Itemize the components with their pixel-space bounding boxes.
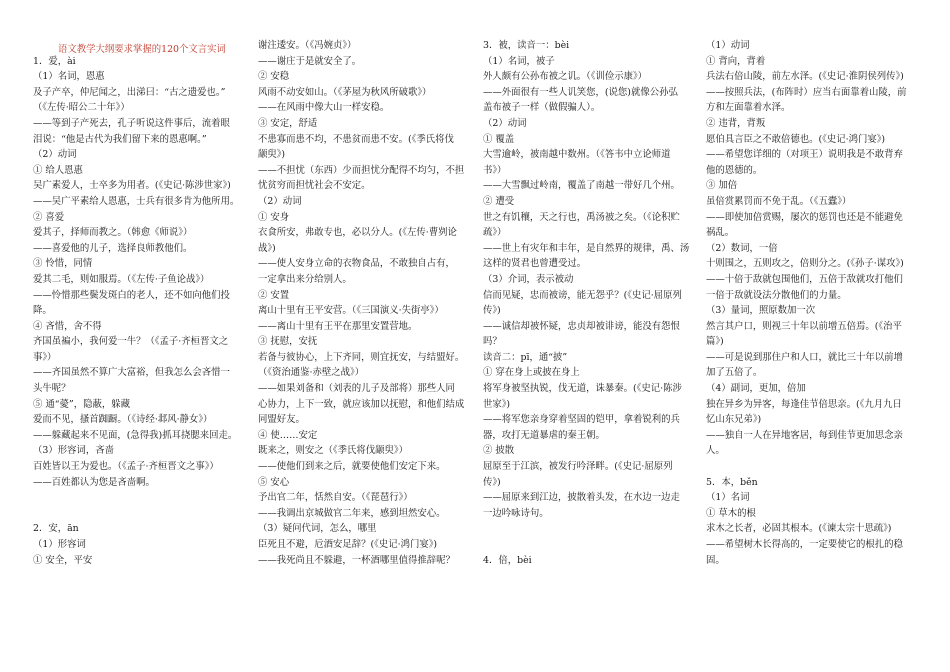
text-line: 离山十里有王平安营。（《三国演义·失街亭》） <box>258 305 444 317</box>
text-line: ② 披散 <box>483 445 515 457</box>
text-line: 将军身被坚执锐，伐无道，诛暴秦。(《史记·陈涉 <box>483 383 682 395</box>
text-line: 战》) <box>258 242 276 254</box>
text-line: （3）形容词，吝啬 <box>33 445 114 457</box>
text-line: 4．倍，bèi <box>483 554 532 566</box>
text-line: ——在风雨中像大山一样安稳。 <box>258 102 390 114</box>
text-line: （《左传·昭公二十年》） <box>33 102 130 114</box>
text-line: 爱其二毛，则如服焉。（《左传·子鱼论战》） <box>33 273 210 285</box>
text-line: ——使人安身立命的衣物食品，不敢独自占有， <box>258 258 455 270</box>
text-line: （1）名词，恩惠 <box>33 71 105 83</box>
text-line: 外人颇有公孙布被之讥。（《训俭示康》） <box>483 71 648 83</box>
text-line: （3）量词，照原数加一次 <box>706 305 816 317</box>
text-line: ② 喜爱 <box>33 211 65 223</box>
text-line: 同盟好友。 <box>258 414 305 426</box>
text-line: （2）数词，一倍 <box>706 242 778 254</box>
text-line: （1）形容词 <box>33 539 86 550</box>
text-line: ——等到子产死去，孔子听说这件事后，流着眼 <box>33 117 230 129</box>
text-line: （2）动词 <box>258 195 302 207</box>
text-line: 愿伯具言臣之不敢倍德也。(《史记·鸿门宴》) <box>706 133 886 145</box>
text-line <box>483 521 703 537</box>
text-line: 然言其户口，则视三十年以前增五倍焉。(《治平 <box>706 320 902 332</box>
text-line: ——屈原来到江边，披散着头发，在水边一边走 <box>483 492 680 504</box>
text-line: 读音二：pī，通“披” <box>483 351 568 363</box>
text-line: 臣死且不避，卮酒安足辞？(《史记·鸿门宴》) <box>258 539 438 550</box>
text-column-3 <box>483 38 703 568</box>
text-column-2 <box>258 38 478 568</box>
text-line: ——我调出京城做官二年来，感到坦然安心。 <box>258 507 446 519</box>
text-line: 世家》) <box>483 398 511 410</box>
text-line: ——不担忧（东西）少而担忧分配得不均匀，不担 <box>258 164 465 176</box>
text-line: 一定拿出来分给别人。 <box>258 273 352 285</box>
text-line: 兵法右倍山陵，前左水泽。(《史记·淮阴侯列传》) <box>706 71 904 83</box>
text-line: 风雨不动安如山。（《茅屋为秋风所破歌》） <box>258 86 432 98</box>
text-line: 这样的贤君也曾遭受过。 <box>483 258 587 270</box>
text-line: ——我死尚且不躲避，一杯酒哪里值得推辞呢？ <box>258 554 455 566</box>
text-line: （2）动词 <box>33 149 77 161</box>
text-line: 3．被，读音一：bèi <box>483 40 570 51</box>
text-line: 心协力，上下一致，就应该加以抚慰，和他们结成 <box>258 398 465 410</box>
text-line: ——怜惜那些鬓发斑白的老人，还不如向他们投 <box>33 289 230 301</box>
text-line: 不患寡而患不均，不患贫而患不安。(《季氏将伐 <box>258 133 454 145</box>
text-line: ——十倍于敌就包围他们，五倍于敌就攻打他们 <box>706 273 903 285</box>
text-line: ——谢庄于是就安全了。 <box>258 55 362 67</box>
text-line: 爱而不见，搔首踟蹰。（《诗经·邶风·静女》） <box>33 414 213 426</box>
text-line: （3）介词，表示被动 <box>483 273 574 285</box>
text-line: 5．本，běn <box>706 476 758 488</box>
text-line: ——即使加倍赏赐，屡次的惩罚也还是不能避免 <box>706 211 903 223</box>
text-line: 及子产卒，仲尼闻之，出涕曰：“古之遗爱也。” <box>33 86 226 98</box>
text-line <box>33 490 253 506</box>
text-line: ——希望您详细的（对项王）说明我是不敢背弃 <box>706 149 903 161</box>
text-line: 传》) <box>483 305 501 317</box>
text-line: 世之有饥穰，天之行也，禹汤被之矣。（《论积贮 <box>483 211 680 223</box>
text-line: 吴广素爱人，士卒多为用者。(《史记·陈涉世家》) <box>33 180 231 192</box>
text-line: ① 背向，背着 <box>706 55 766 67</box>
text-line: （1）名词 <box>706 492 750 504</box>
text-line: ——希望树木长得高的，一定要使它的根扎的稳 <box>706 539 903 550</box>
text-line: 器，攻打无道暴虐的秦王朝。 <box>483 429 605 441</box>
text-line: ① 给人恩惠 <box>33 164 83 176</box>
text-column-1 <box>33 38 253 568</box>
text-line: 方和左面靠着水泽。 <box>706 102 791 114</box>
text-line: ① 覆盖 <box>483 133 515 145</box>
text-line: 传》) <box>483 476 501 488</box>
text-line: 盖布被子一样（做假骗人）。 <box>483 102 601 114</box>
text-line: ——如果刘备和（刘表的儿子及部将）那些人同 <box>258 383 455 395</box>
text-line <box>483 537 703 553</box>
text-line: （4）副词，更加，倍加 <box>706 383 806 395</box>
text-line: ——大雪飘过岭南，覆盖了南越一带好几个州。 <box>483 180 680 192</box>
text-line: 事》） <box>33 351 57 363</box>
text-line: ——齐国虽然不算广大富裕，但我怎么会吝惜一 <box>33 367 230 379</box>
text-line: ——喜爱他的儿子，选择良师教他们。 <box>33 242 193 254</box>
text-line: ——百姓都认为您是吝啬啊。 <box>33 476 155 488</box>
text-line: ⑤ 安心 <box>258 476 290 488</box>
text-line: 独在异乡为异客，每逢佳节倍思亲。(《九月九日 <box>706 398 902 410</box>
text-line: 衣食所安，弗敢专也，必以分人。(《左传·曹刿论 <box>258 227 457 239</box>
text-line: 一边吟咏诗句。 <box>483 507 549 519</box>
text-line: （1）动词 <box>706 40 750 51</box>
text-line: ② 违背，背叛 <box>706 117 766 129</box>
text-line: 泪说：“他是古代为我们留下来的恩惠啊。” <box>33 133 207 145</box>
text-line: 十则围之，五则攻之，倍则分之。(《孙子·谋攻》) <box>706 258 904 270</box>
text-line: 疏》） <box>483 227 507 239</box>
text-line <box>33 38 253 54</box>
document-title: 语文教学大纲要求掌握的120个文言实词 <box>58 44 226 55</box>
text-line: 人。 <box>706 445 725 457</box>
text-line: 加了五倍了。 <box>706 367 763 379</box>
text-line: ① 安身 <box>258 211 290 223</box>
text-line: ——躲藏起来不见面，(急得我)抓耳挠腮来回走。 <box>33 429 238 441</box>
text-line: ② 遭受 <box>483 195 515 207</box>
text-line: ① 安全，平安 <box>33 554 93 566</box>
text-line: ——使他们到来之后，就要使他们安定下来。 <box>258 461 446 473</box>
text-line: （1）名词，被子 <box>483 55 555 67</box>
text-line: 爱其子，择师而教之。（韩愈《师说》） <box>33 227 193 239</box>
text-line: ——独自一人在异地客居，每到佳节更加思念亲 <box>706 429 903 441</box>
text-line: （《资治通鉴·赤壁之战》） <box>258 367 365 379</box>
text-line: ③ 安定，舒适 <box>258 117 318 129</box>
text-line: 若备与彼协心，上下齐同，则宜抚安，与结盟好。 <box>258 351 465 363</box>
text-line: 书》） <box>483 164 507 176</box>
text-line: 篇》) <box>706 336 724 348</box>
text-line <box>33 506 253 522</box>
text-line: ③ 抚慰，安抚 <box>258 336 318 348</box>
text-line: 百姓皆以王为爱也。（《孟子·齐桓晋文之事》） <box>33 461 219 473</box>
text-line: 1．爱，ài <box>33 55 76 67</box>
text-line: 头牛呢？ <box>33 383 71 395</box>
text-line: 祸乱。 <box>706 227 735 239</box>
text-line: 屈原至于江滨，被发行吟泽畔。(《史记·屈原列 <box>483 461 673 473</box>
text-line: 既来之，则安之（《季氏将伐颛臾》） <box>258 445 408 457</box>
text-line: 谢注逶安。（《冯婉贞》） <box>258 40 357 51</box>
text-line: ——离山十里有王平在那里安置营地。 <box>258 320 418 332</box>
text-line <box>706 459 926 475</box>
text-line: 大雪逾岭，被南越中数州。（《答韦中立论师道 <box>483 149 671 161</box>
text-line: 颛臾》) <box>258 149 286 161</box>
text-line: 2．安，ān <box>33 523 79 535</box>
text-line: 固。 <box>706 554 725 566</box>
text-line: 降。 <box>33 305 52 317</box>
text-line: 齐国虽褊小，我何爱一牛？（《孟子·齐桓晋文之 <box>33 336 229 348</box>
text-line: ③ 加倍 <box>706 180 738 192</box>
text-line: ② 安置 <box>258 289 290 301</box>
text-line: 一倍于敌就设法分散他们的力量。 <box>706 289 847 301</box>
text-line: ④ 使……安定 <box>258 429 318 441</box>
text-line: ——将军您亲身穿着坚固的铠甲，拿着锐利的兵 <box>483 414 680 426</box>
text-line: 予出官二年，恬然自安。（《琵琶行》） <box>258 492 413 504</box>
text-line: （3）疑问代词，怎么，哪里 <box>258 523 377 535</box>
text-line: ① 穿在身上或披在身上 <box>483 367 580 379</box>
text-column-4 <box>706 38 926 568</box>
text-line: 求木之长者，必固其根本。(《谏太宗十思疏》) <box>706 523 892 535</box>
text-line: 他的恩德的。 <box>706 164 763 176</box>
text-line: ——按照兵法，(布阵时）应当右面靠着山陵，前 <box>706 86 907 98</box>
text-line: ⑤ 通“薆”，隐蔽，躲藏 <box>33 398 130 410</box>
text-line: ④ 吝惜，舍不得 <box>33 320 102 332</box>
text-line: ——世上有灾年和丰年，是自然界的规律，禹、汤 <box>483 242 690 254</box>
text-line: 忧贫穷而担忧社会不安定。 <box>258 180 371 192</box>
text-line: 信而见疑，忠而被谤，能无怨乎？(《史记·屈原列 <box>483 289 682 301</box>
text-line: （2）动词 <box>483 117 527 129</box>
text-line: ① 草木的根 <box>706 507 756 519</box>
text-line: ③ 怜惜，同情 <box>33 258 93 270</box>
text-line: ——外面很有一些人讥笑您，(说您)就像公孙弘 <box>483 86 678 98</box>
text-line: 虽倍赏累罚而不免于乱。（《五蠹》） <box>706 195 852 207</box>
text-line: ——可是说到那住户和人口，就比三十年以前增 <box>706 351 903 363</box>
text-line: 忆山东兄弟》) <box>706 414 762 426</box>
text-line: ② 安稳 <box>258 71 290 83</box>
text-line: 吗？ <box>483 336 502 348</box>
text-line: ——诚信却被怀疑，忠贞却被诽谤，能没有怨恨 <box>483 320 680 332</box>
text-line: ——吴广平素给人恩惠，士兵有很多肯为他所用。 <box>33 195 240 207</box>
